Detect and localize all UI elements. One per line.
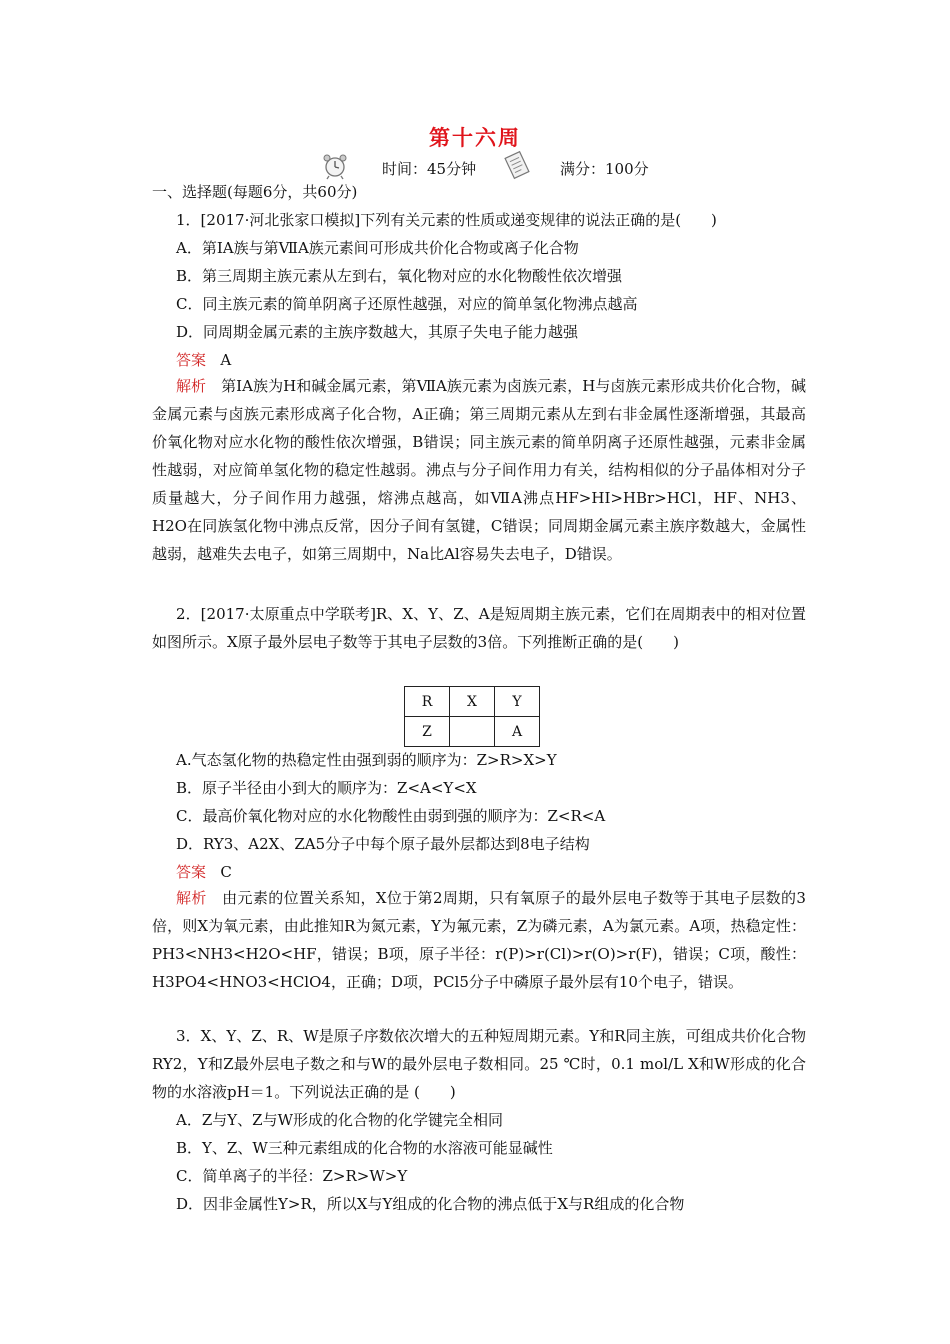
q1-option-b: B．第三周期主族元素从左到右，氧化物对应的水化物酸性依次增强 [176, 267, 623, 285]
q2-option-a: A.气态氢化物的热稳定性由强到弱的顺序为：Z>R>X>Y [176, 751, 557, 769]
q2-analysis-text: 由元素的位置关系知，X位于第2周期，只有氧原子的最外层电子数等于其电子层数的3倍，则X为氧元素，由此推知R为氮元素，Y为氟元素，Z为磷元素，A为氯元素。A项，热稳定性：PH3<NH3<H2O<HF，错误；B项，原子半径：r(P)>r(Cl)>r(O)>r(F)，错误；C项，酸性：H3PO4<HNO3<HClO4，正确；D项，PCl5分子中磷原子最外层有10个电子，错误。 [152, 889, 806, 991]
q2-option-b: B．原子半径由小到大的顺序为：Z<A<Y<X [176, 779, 477, 797]
table-cell [450, 717, 495, 747]
q2-analysis [152, 884, 806, 996]
table-cell: X [450, 687, 495, 717]
q1-option-c: C．同主族元素的简单阴离子还原性越强，对应的简单氢化物沸点越高 [176, 295, 638, 313]
q2-answer [176, 862, 232, 882]
q3-option-d: D．因非金属性Y>R，所以X与Y组成的化合物的沸点低于X与R组成的化合物 [176, 1195, 685, 1213]
page-title: 第十六周 [429, 125, 521, 150]
q2-option-d: D．RY3、A2X、ZA5分子中每个原子最外层都达到8电子结构 [176, 835, 590, 853]
table-row [405, 717, 540, 747]
periodic-position-table [404, 686, 540, 747]
q1-stem: 1．[2017·河北张家口模拟]下列有关元素的性质或递变规律的说法正确的是( ) [176, 211, 717, 229]
q2-answer-value: C [220, 863, 232, 881]
full-score: 满分：100分 [560, 160, 649, 178]
table-cell: Y [495, 687, 540, 717]
q1-analysis [152, 372, 806, 568]
time-limit: 时间：45分钟 [382, 160, 477, 178]
q3-option-c: C．简单离子的半径：Z>R>W>Y [176, 1167, 408, 1185]
q1-option-a: A．第ⅠA族与第ⅦA族元素间可形成共价化合物或离子化合物 [176, 239, 579, 257]
section-heading: 一、选择题(每题6分，共60分) [152, 183, 358, 201]
q1-option-d: D．同周期金属元素的主族序数越大，其原子失电子能力越强 [176, 323, 579, 341]
q2-analysis-label: 解析 [176, 889, 207, 907]
q2-stem: 2．[2017·太原重点中学联考]R、X、Y、Z、A是短周期主族元素，它们在周期表中的相对位置如图所示。X原子最外层电子数等于其电子层数的3倍。下列推断正确的是( ) [152, 605, 806, 651]
q3-option-b: B．Y、Z、W三种元素组成的化合物的水溶液可能显碱性 [176, 1139, 553, 1157]
q2-answer-label: 答案 [176, 863, 207, 881]
alarm-clock-icon [320, 152, 350, 180]
q1-analysis-label: 解析 [176, 377, 207, 395]
table-row [405, 687, 540, 717]
exam-meta [320, 156, 680, 182]
q1-answer-value: A [220, 351, 232, 369]
table-cell: Z [405, 717, 450, 747]
q2-option-c: C．最高价氧化物对应的水化物酸性由弱到强的顺序为：Z<R<A [176, 807, 606, 825]
q3-stem: 3．X、Y、Z、R、W是原子序数依次增大的五种短周期元素。Y和R同主族，可组成共价化合物RY2，Y和Z最外层电子数之和与W的最外层电子数相同。25 ℃时，0.1 mol/L X和W形成的化合物的水溶液pH＝1。下列说法正确的是 ( ) [152, 1027, 806, 1101]
q1-answer [176, 350, 231, 370]
q3-option-a: A．Z与Y、Z与W形成的化合物的化学键完全相同 [176, 1111, 503, 1129]
q1-analysis-text: 第ⅠA族为H和碱金属元素，第ⅦA族元素为卤族元素，H与卤族元素形成共价化合物，碱金属元素与卤族元素形成离子化合物，A正确；第三周期元素从左到右非金属性逐渐增强，其最高价氧化物对应水化物的酸性依次增强，B错误；同主族元素的简单阴离子还原性越强，元素非金属性越弱，对应简单氢化物的稳定性越弱。沸点与分子间作用力有关，结构相似的分子晶体相对分子质量越大，分子间作用力越强，熔沸点越高，如ⅦA沸点HF>HI>HBr>HCl，HF、NH3、H2O在同族氢化物中沸点反常，因分子间有氢键，C错误；同周期金属元素主族序数越大，金属性越弱，越难失去电子，如第三周期中，Na比Al容易失去电子，D错误。 [152, 377, 806, 563]
table-cell: A [495, 717, 540, 747]
q1-answer-label: 答案 [176, 351, 207, 369]
table-cell: R [405, 687, 450, 717]
exam-paper-icon [502, 150, 532, 180]
